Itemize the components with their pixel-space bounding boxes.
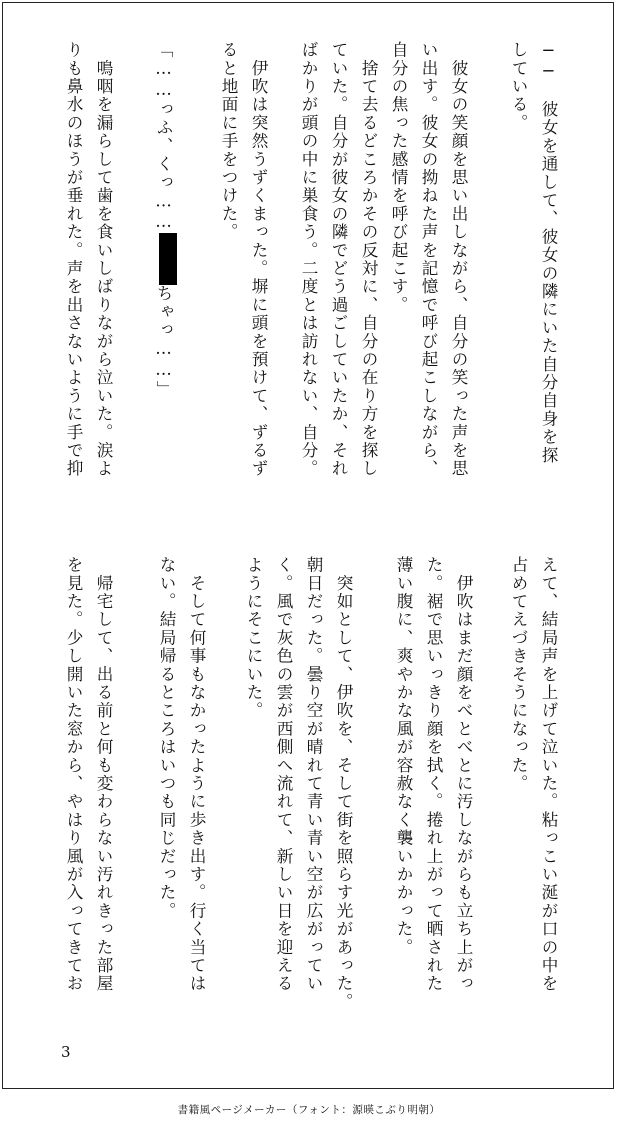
text-column: ばかりが頭の中に巣食う。二度とは訪れない、自分。: [299, 41, 318, 478]
page-number: 3: [61, 1043, 71, 1061]
text-column: ── 彼女を通して、彼女の隣にいた自分自身を探: [539, 41, 558, 465]
text-column: 彼女の笑顔を思い出しながら、自分の笑った声を思: [449, 41, 468, 478]
text-column: た。裾で思いっきり顔を拭く。捲れ上がって晒された: [424, 556, 443, 993]
text-column: 突如として、伊吹を、そして街を照らす光があった。: [334, 556, 353, 1011]
text-column: 捨て去るどころかその反対に、自分の在り方を探し: [359, 41, 378, 478]
text-column: ようにそこにいた。: [244, 556, 263, 720]
text-column: を見た。少し開いた窓から、やはり風が入ってきてお: [64, 556, 83, 993]
text-column: 朝日だった。曇り空が晴れて青い青い空が広がってい: [304, 556, 323, 993]
text-column: ると地面に手をつけた。: [219, 41, 238, 242]
text-after-redaction: ちゃっ……」: [154, 284, 173, 399]
text-column: 薄い腹に、爽やかな風が容赦なく襲いかかった。: [394, 556, 413, 957]
text-column: している。: [509, 41, 528, 132]
text-column: く。風で灰色の雲が西側へ流れて、新しい日を迎える: [274, 556, 293, 993]
text-column: 伊吹はまだ顔をべとべとに汚しながらも立ち上がっ: [454, 556, 473, 993]
text-column: 鳴咽を漏らして歯を食いしばりながら泣いた。涙よ: [94, 41, 113, 478]
text-column: 自分の焦った感情を呼び起こす。: [389, 41, 408, 314]
footer-credit: 書籍風ページメーカー（フォント：源暎こぶり明朝）: [177, 1104, 441, 1116]
book-page: [2, 2, 614, 1089]
text-column: ない。結局帰るところはいつも同じだった。: [157, 556, 176, 920]
text-column: ていた。自分が彼女の隣でどう過ごしていたか、それ: [329, 41, 348, 478]
text-column: りも鼻水のほうが垂れた。声を出さないように手で抑: [64, 41, 83, 478]
text-before-redaction: 「……っふ、くっ……: [154, 41, 173, 233]
text-column: そして何事もなかったように歩き出す。行く当ては: [187, 556, 206, 993]
text-column: えて、結局声を上げて泣いた。粘っこい涎が口の中を: [539, 556, 558, 993]
text-column-redacted: [148, 41, 178, 399]
text-column: い出す。彼女の拗ねた声を記憶で呼び起こしながら、: [419, 41, 438, 478]
text-column: 伊吹は突然うずくまった。塀に頭を預けて、ずるず: [249, 41, 268, 478]
text-column: 帰宅して、出る前と何も変わらない汚れきった部屋: [94, 556, 113, 993]
text-column: 占めてえづきそうになった。: [509, 556, 528, 793]
redaction-bar: [159, 233, 177, 285]
